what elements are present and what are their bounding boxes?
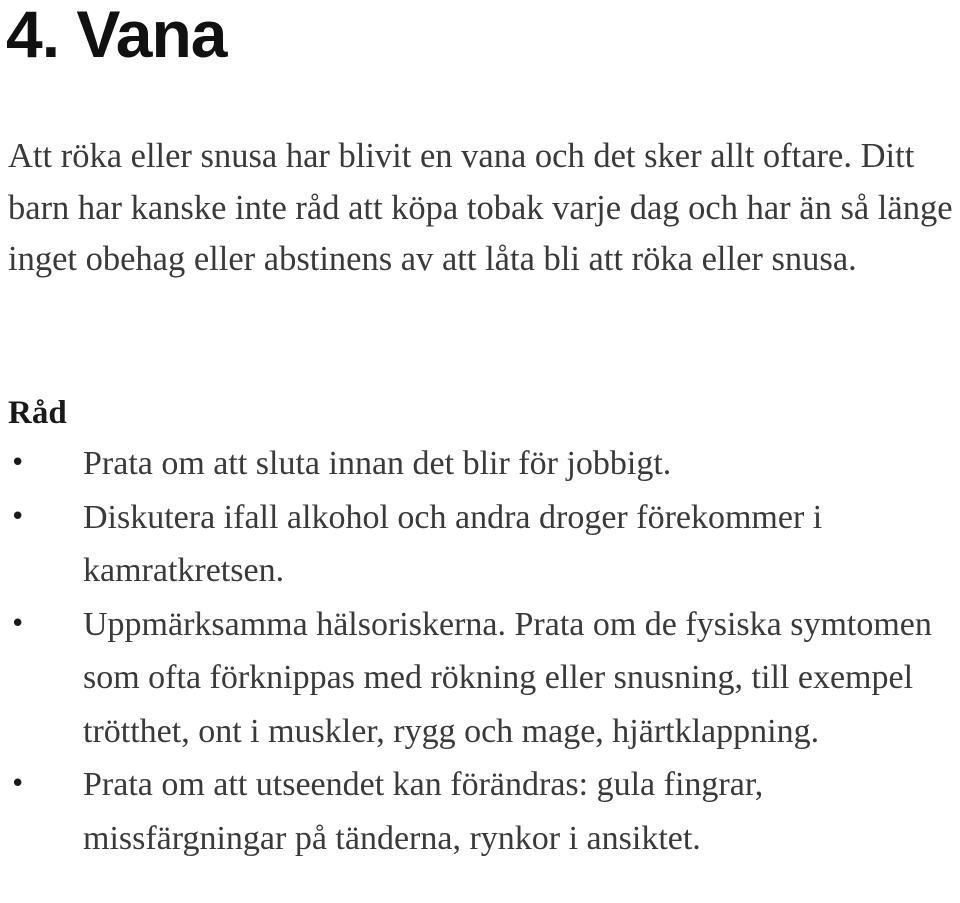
advice-item [8,491,958,598]
advice-item-text: Uppmärksamma hälsoriskerna. Prata om de fysiska symtomen som ofta förknippas med rökning eller snusning, till exempel trötthet, ont i muskler, rygg och mage, hjärtklappning. [83,605,932,750]
bullet-icon: • [10,608,26,639]
advice-item-text: Prata om att sluta innan det blir för jobbigt. [83,445,672,482]
advice-item [8,437,958,491]
advice-item-text: Diskutera ifall alkohol och andra droger förekommer i kamratkretsen. [83,498,823,589]
intro-paragraph: Att röka eller snusa har blivit en vana och det sker allt oftare. Ditt barn har kanske inte råd att köpa tobak varje dag och har än så länge inget obehag eller abstinens av att låta bli att röka eller snusa. [8,137,953,278]
advice-list [8,437,958,865]
advice-item [8,598,958,759]
section-heading: 4. Vana [6,0,227,71]
bullet-icon: • [10,501,26,532]
advice-heading: Råd [8,395,67,431]
advice-item [8,758,958,865]
bullet-icon: • [10,448,26,478]
advice-item-text: Prata om att utseendet kan förändras: gula fingrar, missfärgningar på tänderna, rynkor i ansiktet. [83,766,764,857]
bullet-icon: • [10,769,26,799]
